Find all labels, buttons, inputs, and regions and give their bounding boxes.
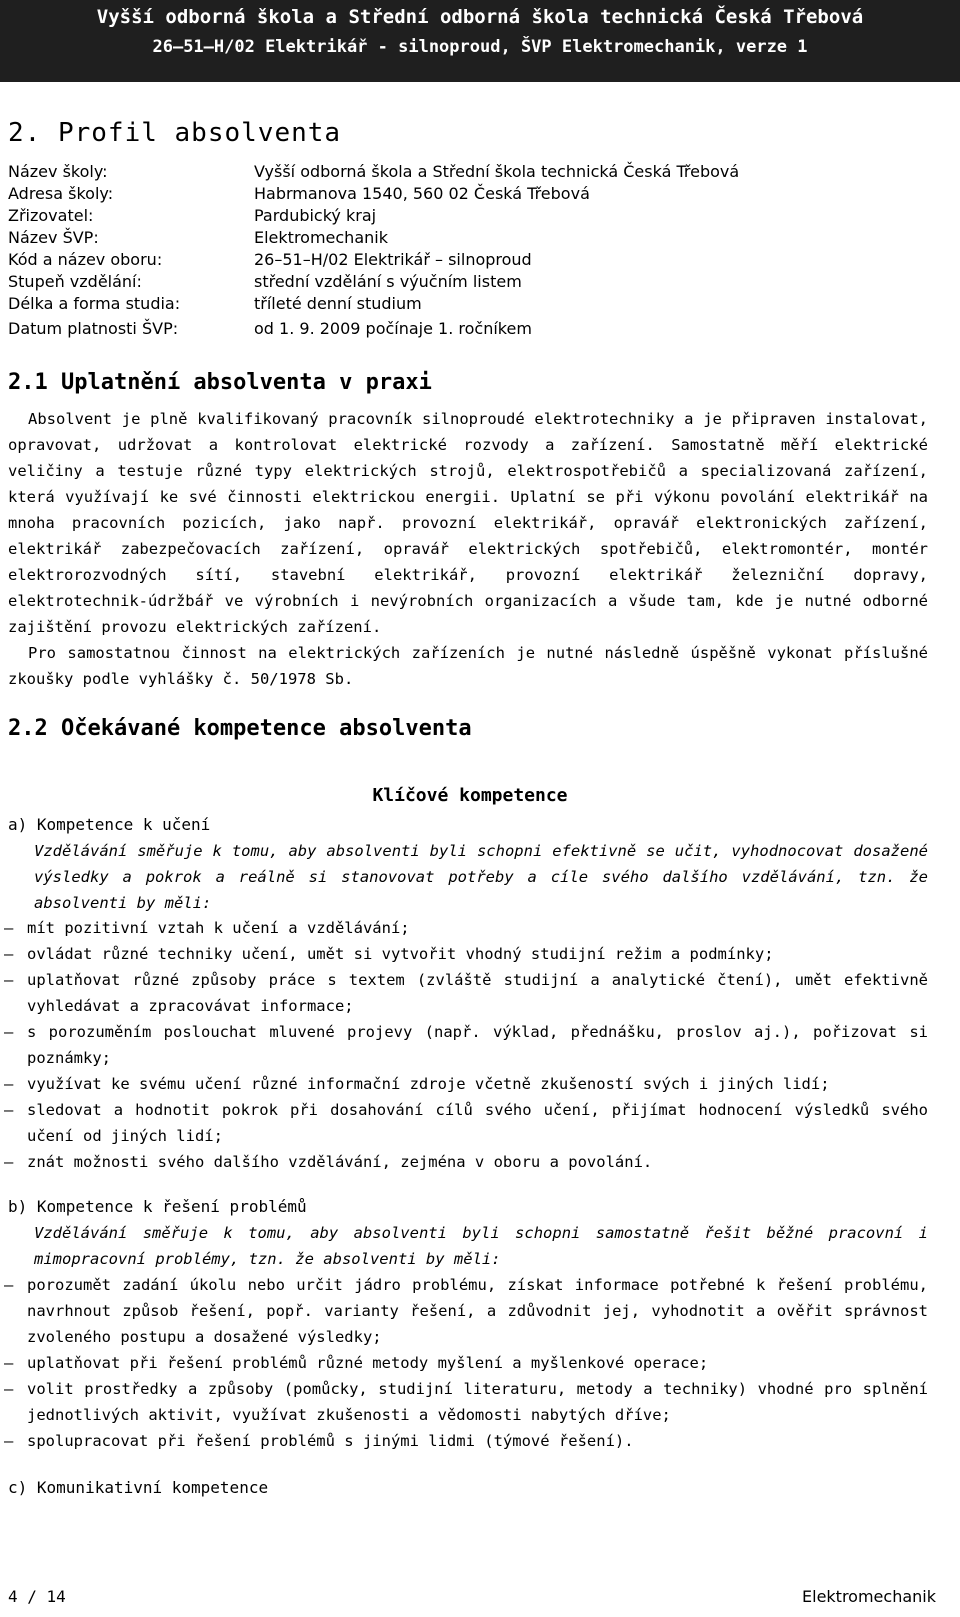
list-item-text: mít pozitivní vztah k učení a vzdělávání; (27, 919, 410, 937)
info-row (8, 294, 948, 316)
dash-bullet: – (4, 1276, 14, 1294)
info-row (8, 162, 948, 184)
paragraph-zkousky (8, 640, 928, 692)
dash-bullet: – (4, 971, 14, 989)
info-key: Datum platnosti ŠVP: (8, 319, 179, 338)
info-value: tříleté denní studium (254, 294, 422, 313)
competence-a-list (0, 915, 940, 1175)
list-item-text: volit prostředky a způsoby (pomůcky, studijní literaturu, metody a techniky) vhodné pro splnění jednotlivých aktivit, využívat zkušenosti a vědomosti nabytých dříve; (27, 1380, 928, 1424)
info-key: Stupeň vzdělání: (8, 272, 142, 291)
info-key: Název školy: (8, 162, 108, 181)
info-key: Zřizovatel: (8, 206, 94, 225)
info-key: Název ŠVP: (8, 228, 99, 247)
paragraph-uplatneni (8, 406, 928, 640)
info-key: Adresa školy: (8, 184, 114, 203)
dash-bullet: – (4, 1075, 14, 1093)
list-item (0, 967, 940, 1019)
dash-bullet: – (4, 1101, 14, 1119)
info-row (8, 319, 948, 341)
subsection-title-2-1: 2.1 Uplatnění absolventa v praxi (8, 370, 432, 395)
dash-bullet: – (4, 1354, 14, 1372)
info-value: od 1. 9. 2009 počínaje 1. ročníkem (254, 319, 532, 338)
list-item-text: spolupracovat při řešení problémů s jinými lidmi (týmové řešení). (27, 1432, 634, 1450)
school-info-table (8, 162, 948, 341)
info-row (8, 184, 948, 206)
paragraph-text: Pro samostatnou činnost na elektrických zařízeních je nutné následně úspěšně vykonat příslušné zkoušky podle vyhlášky č. 50/1978 Sb. (8, 644, 928, 688)
key-competences-title: Klíčové kompetence (372, 785, 568, 806)
subsection-title-2-2: 2.2 Očekávané kompetence absolventa (8, 716, 472, 741)
dash-bullet: – (4, 1023, 14, 1041)
competence-a-title: a) Kompetence k učení (8, 815, 211, 834)
info-key: Kód a název oboru: (8, 250, 163, 269)
list-item (0, 1097, 940, 1149)
list-item (0, 915, 940, 941)
page-number: 4 / 14 (8, 1587, 66, 1606)
dash-bullet: – (4, 1432, 14, 1450)
section-title: 2. Profil absolventa (8, 118, 342, 148)
list-item (0, 1071, 940, 1097)
competence-a-intro: Vzdělávání směřuje k tomu, aby absolventi byli schopni efektivně se učit, vyhodnocovat dosažené výsledky a pokrok a reálně si stanovovat potřeby a cíle svého dalšího vzdělávání, tzn. že absolventi by měli: (34, 842, 928, 912)
competence-b-list (0, 1272, 940, 1454)
info-key: Délka a forma studia: (8, 294, 181, 313)
header-school: Vyšší odborná škola a Střední odborná škola technická Česká Třebová (96, 6, 864, 28)
info-row (8, 206, 948, 228)
info-row (8, 250, 948, 272)
info-row (8, 228, 948, 250)
list-item-text: porozumět zadání úkolu nebo určit jádro problému, získat informace potřebné k řešení problému, navrhnout způsob řešení, popř. varianty řešení, a zdůvodnit jej, vyhodnotit a ověřit správnost zvoleného postupu a dosažené výsledky; (27, 1276, 928, 1346)
list-item (0, 1019, 940, 1071)
list-item-text: sledovat a hodnotit pokrok při dosahování cílů svého učení, přijímat hodnocení výsledků svého učení od jiných lidí; (27, 1101, 928, 1145)
paragraph-text: Absolvent je plně kvalifikovaný pracovník silnoproudé elektrotechniky a je připraven instalovat, opravovat, udržovat a kontrolovat elektrické rozvody a zařízení. Samostatně měří elektrické veličiny a testuje různé typy elektrických strojů, elektrospotřebičů a specializovaná zařízení, která využívají ke své činnosti elektrickou energii. Uplatní se při výkonu povolání elektrikář na mnoha pracovních pozicích, jako např. provozní elektrikář, opravář elektronických zařízení, elektrikář zabezpečovacích zařízení, opravář elektrických spotřebičů, elektromontér, montér elektrorozvodných sítí, stavební elektrikář, provozní elektrikář železniční dopravy, elektrotechnik-údržbář ve výrobních i nevýrobních organizacích a všude tam, kde je nutné odborné zajištění provozu elektrických zařízení. (8, 410, 928, 636)
info-value: 26–51–H/02 Elektrikář – silnoproud (254, 250, 532, 269)
info-value: Elektromechanik (254, 228, 388, 247)
dash-bullet: – (4, 945, 14, 963)
dash-bullet: – (4, 1380, 14, 1398)
list-item (0, 941, 940, 967)
footer-doc-name: Elektromechanik (802, 1587, 936, 1606)
list-item-text: využívat ke svému učení různé informační zdroje včetně zkušeností svých i jiných lidí; (27, 1075, 830, 1093)
competence-b-intro: Vzdělávání směřuje k tomu, aby absolventi byli schopni samostatně řešit běžné pracovní i mimopracovní problémy, tzn. že absolventi by měli: (34, 1224, 928, 1268)
info-row (8, 272, 948, 294)
list-item (0, 1376, 940, 1428)
dash-bullet: – (4, 919, 14, 937)
info-value: Pardubický kraj (254, 206, 377, 225)
dash-bullet: – (4, 1153, 14, 1171)
list-item-text: ovládat různé techniky učení, umět si vytvořit vhodný studijní režim a podmínky; (27, 945, 774, 963)
list-item (0, 1272, 940, 1350)
list-item-text: uplatňovat při řešení problémů různé metody myšlení a myšlenkové operace; (27, 1354, 709, 1372)
info-value: Vyšší odborná škola a Střední škola technická Česká Třebová (254, 162, 740, 181)
list-item-text: znát možnosti svého dalšího vzdělávání, zejména v oboru a povolání. (27, 1153, 653, 1171)
info-value: střední vzdělání s výučním listem (254, 272, 522, 291)
document-header (0, 0, 960, 82)
list-item-text: uplatňovat různé způsoby práce s textem (zvláště studijní a analytické čtení), umět efektivně vyhledávat a zpracovávat informace; (27, 971, 928, 1015)
info-value: Habrmanova 1540, 560 02 Česká Třebová (254, 184, 590, 203)
list-item (0, 1350, 940, 1376)
list-item (0, 1428, 940, 1454)
list-item (0, 1149, 940, 1175)
header-program: 26–51–H/02 Elektrikář - silnoproud, ŠVP Elektromechanik, verze 1 (152, 37, 808, 57)
competence-c-title: c) Komunikativní kompetence (8, 1478, 269, 1497)
list-item-text: s porozuměním poslouchat mluvené projevy (např. výklad, přednášku, proslov aj.), pořizovat si poznámky; (27, 1023, 928, 1067)
competence-b-title: b) Kompetence k řešení problémů (8, 1197, 307, 1216)
